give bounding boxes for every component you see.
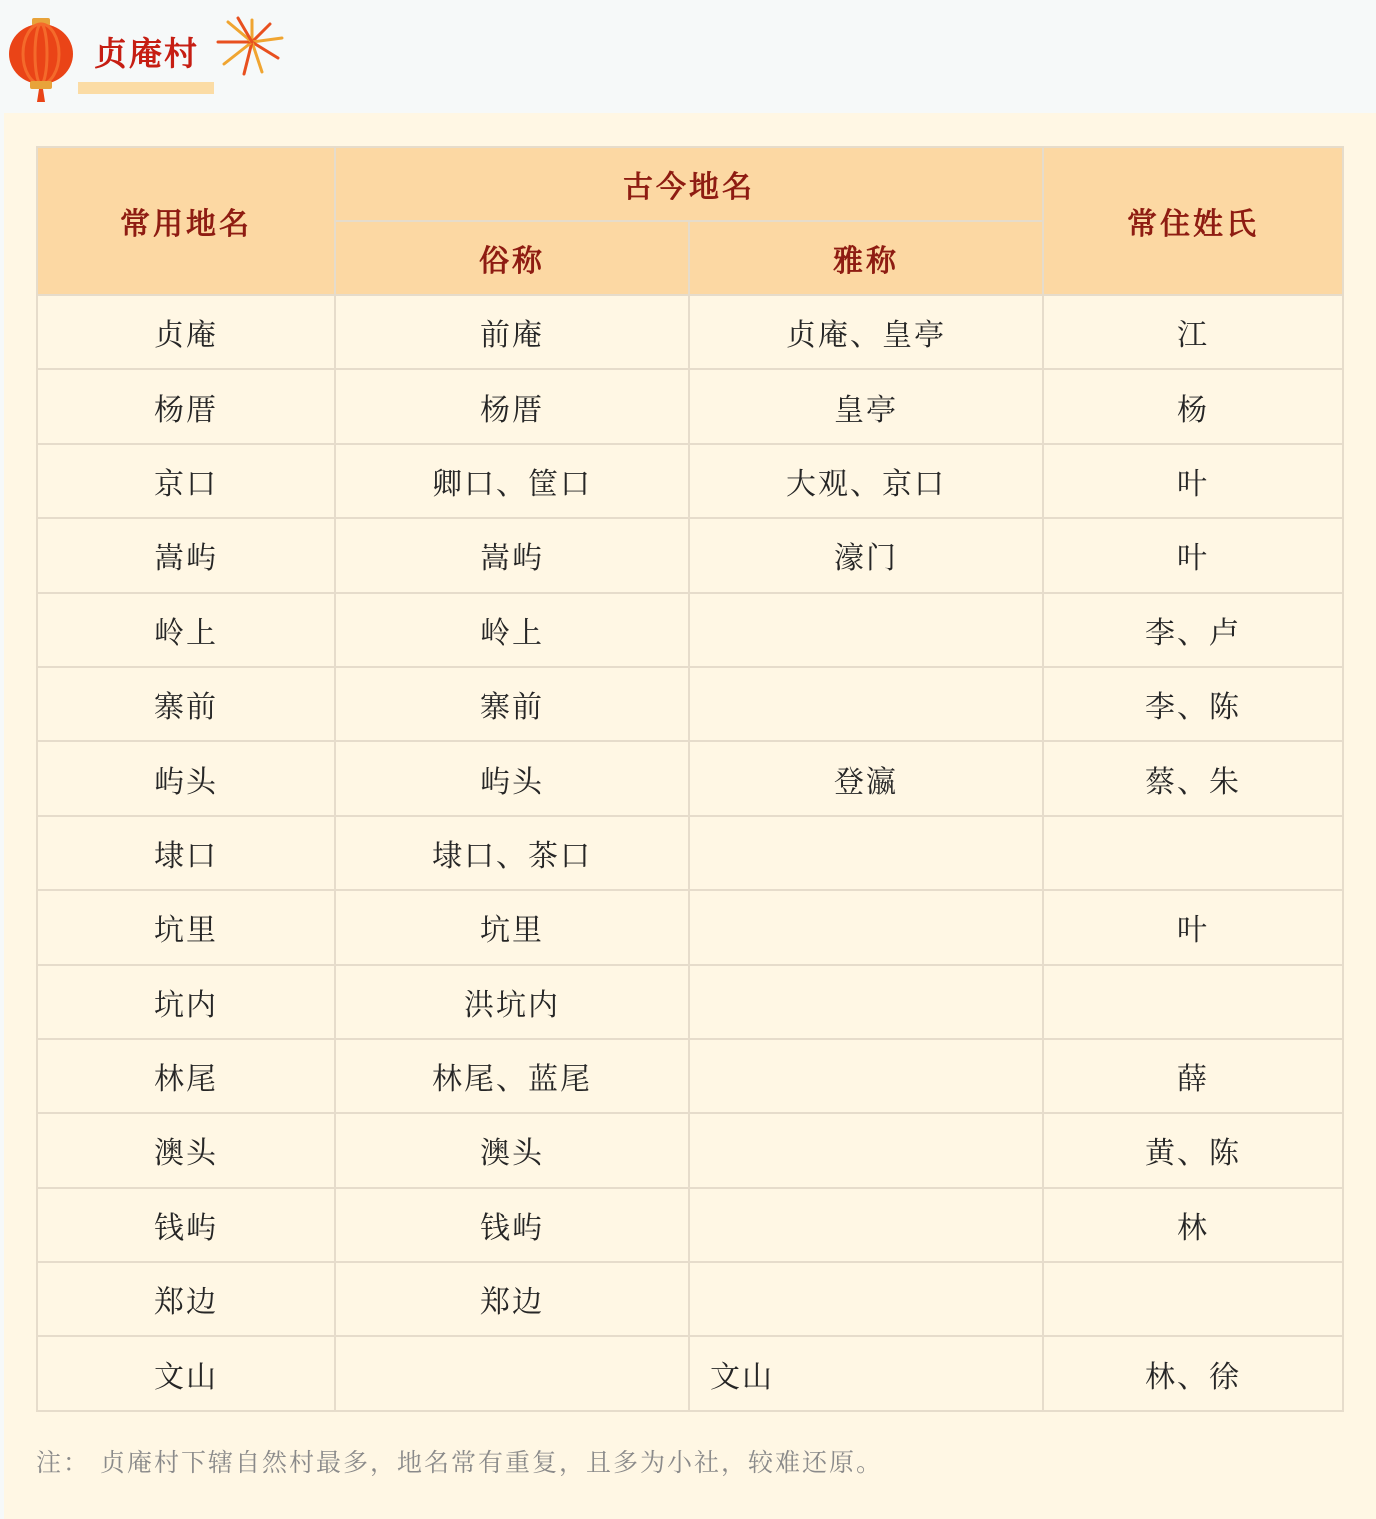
cell-folk: 澳头	[335, 1113, 689, 1187]
cell-elegant	[689, 1262, 1043, 1336]
cell-folk: 坑里	[335, 890, 689, 964]
cell-folk: 林尾、蓝尾	[335, 1039, 689, 1113]
cell-common: 杨厝	[37, 369, 335, 443]
cell-common: 寨前	[37, 667, 335, 741]
header-folk-name: 俗称	[335, 221, 689, 295]
cell-surnames: 李、卢	[1043, 593, 1343, 667]
cell-elegant	[689, 593, 1043, 667]
table-row	[37, 741, 1343, 815]
cell-folk: 郑边	[335, 1262, 689, 1336]
header-ancient-modern-names: 古今地名	[335, 147, 1043, 221]
table-row	[37, 965, 1343, 1039]
page-header	[0, 0, 1376, 113]
cell-elegant	[689, 1113, 1043, 1187]
cell-surnames: 叶	[1043, 518, 1343, 592]
cell-elegant: 贞庵、皇亭	[689, 295, 1043, 369]
cell-surnames: 杨	[1043, 369, 1343, 443]
cell-common: 澳头	[37, 1113, 335, 1187]
page-title: 贞庵村	[94, 34, 199, 73]
cell-elegant	[689, 890, 1043, 964]
cell-surnames: 叶	[1043, 890, 1343, 964]
cell-surnames: 黄、陈	[1043, 1113, 1343, 1187]
cell-elegant: 大观、京口	[689, 444, 1043, 518]
place-name-table	[36, 146, 1344, 1412]
header-elegant-name: 雅称	[689, 221, 1043, 295]
table-row	[37, 890, 1343, 964]
table-row	[37, 593, 1343, 667]
firework-icon	[214, 16, 288, 82]
cell-common: 林尾	[37, 1039, 335, 1113]
table-row	[37, 1113, 1343, 1187]
cell-folk: 钱屿	[335, 1188, 689, 1262]
cell-elegant	[689, 1188, 1043, 1262]
cell-elegant: 文山	[689, 1336, 1043, 1410]
cell-common: 岭上	[37, 593, 335, 667]
table-row	[37, 1188, 1343, 1262]
cell-common: 京口	[37, 444, 335, 518]
cell-folk: 屿头	[335, 741, 689, 815]
table-row	[37, 444, 1343, 518]
cell-folk	[335, 1336, 689, 1410]
cell-common: 屿头	[37, 741, 335, 815]
cell-folk: 埭口、茶口	[335, 816, 689, 890]
header-common-name: 常用地名	[37, 147, 335, 295]
cell-elegant	[689, 965, 1043, 1039]
cell-folk: 岭上	[335, 593, 689, 667]
cell-common: 郑边	[37, 1262, 335, 1336]
cell-common: 坑内	[37, 965, 335, 1039]
cell-common: 嵩屿	[37, 518, 335, 592]
cell-common: 文山	[37, 1336, 335, 1410]
cell-elegant: 登瀛	[689, 741, 1043, 815]
cell-folk: 前庵	[335, 295, 689, 369]
cell-common: 坑里	[37, 890, 335, 964]
cell-elegant	[689, 667, 1043, 741]
cell-common: 钱屿	[37, 1188, 335, 1262]
cell-surnames	[1043, 965, 1343, 1039]
cell-surnames: 蔡、朱	[1043, 741, 1343, 815]
table-row	[37, 1039, 1343, 1113]
content-panel	[4, 113, 1376, 1519]
table-row	[37, 667, 1343, 741]
title-underline	[78, 82, 214, 94]
table-row	[37, 1262, 1343, 1336]
cell-folk: 寨前	[335, 667, 689, 741]
cell-surnames: 林	[1043, 1188, 1343, 1262]
lantern-icon	[6, 16, 76, 104]
cell-folk: 卿口、筐口	[335, 444, 689, 518]
cell-surnames	[1043, 1262, 1343, 1336]
cell-folk: 杨厝	[335, 369, 689, 443]
cell-folk: 洪坑内	[335, 965, 689, 1039]
header-resident-surnames: 常住姓氏	[1043, 147, 1343, 295]
table-row	[37, 295, 1343, 369]
cell-elegant: 濠门	[689, 518, 1043, 592]
cell-elegant: 皇亭	[689, 369, 1043, 443]
table-row	[37, 816, 1343, 890]
cell-common: 埭口	[37, 816, 335, 890]
cell-elegant	[689, 1039, 1043, 1113]
cell-surnames: 江	[1043, 295, 1343, 369]
footnote: 注： 贞庵村下辖自然村最多，地名常有重复，且多为小社，较难还原。	[36, 1448, 883, 1477]
table-row	[37, 369, 1343, 443]
cell-elegant	[689, 816, 1043, 890]
cell-surnames: 林、徐	[1043, 1336, 1343, 1410]
cell-folk: 嵩屿	[335, 518, 689, 592]
cell-surnames: 叶	[1043, 444, 1343, 518]
table-row	[37, 1336, 1343, 1410]
cell-surnames: 李、陈	[1043, 667, 1343, 741]
cell-common: 贞庵	[37, 295, 335, 369]
table-row	[37, 518, 1343, 592]
cell-surnames: 薛	[1043, 1039, 1343, 1113]
cell-surnames	[1043, 816, 1343, 890]
